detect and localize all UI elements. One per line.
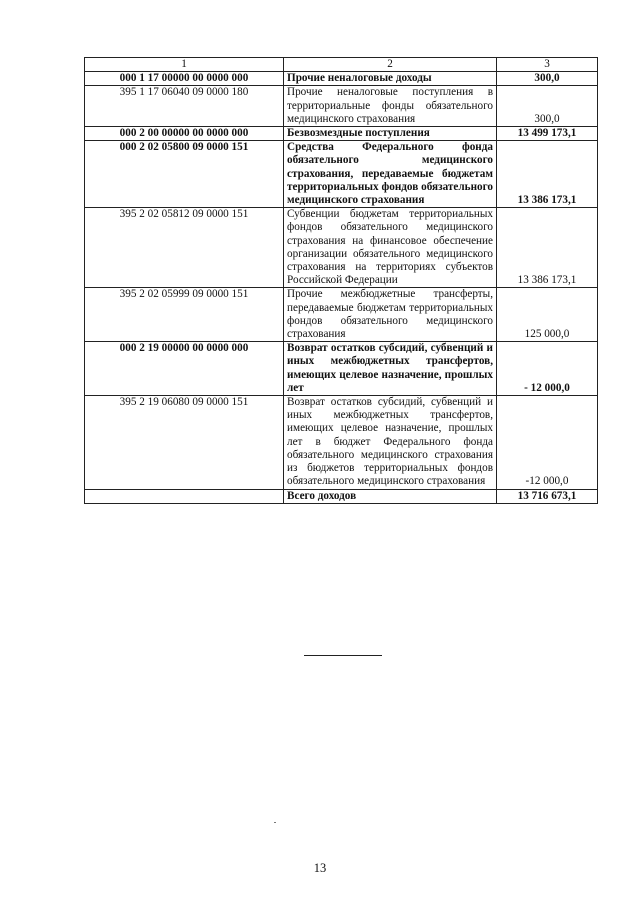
row-name: Всего доходов xyxy=(284,489,497,503)
row-code xyxy=(85,489,284,503)
row-name: Прочие межбюджетные трансферты, передаваемые бюджетам территориальных фондов обязательного медицинского страхования xyxy=(284,288,497,342)
row-amount: 13 386 173,1 xyxy=(497,208,598,288)
row-amount: 300,0 xyxy=(497,72,598,86)
row-name: Безвозмездные поступления xyxy=(284,127,497,141)
table-row xyxy=(85,72,598,86)
row-code: 000 1 17 00000 00 0000 000 xyxy=(85,72,284,86)
row-code: 395 2 02 05999 09 0000 151 xyxy=(85,288,284,342)
row-name: Субвенции бюджетам территориальных фондов обязательного медицинского страхования на финансовое обеспечение организации обязательного медицинского страхования на территориях субъектов Российской Федерации xyxy=(284,208,497,288)
row-amount: -12 000,0 xyxy=(497,396,598,489)
table-header-row xyxy=(85,58,598,72)
row-amount: 13 716 673,1 xyxy=(497,489,598,503)
row-code: 395 1 17 06040 09 0000 180 xyxy=(85,86,284,127)
table-row xyxy=(85,208,598,288)
row-code: 395 2 02 05812 09 0000 151 xyxy=(85,208,284,288)
row-code: 000 2 02 05800 09 0000 151 xyxy=(85,141,284,208)
header-col-1: 1 xyxy=(85,58,284,72)
row-code: 000 2 00 00000 00 0000 000 xyxy=(85,127,284,141)
row-name: Прочие неналоговые доходы xyxy=(284,72,497,86)
table-row xyxy=(85,86,598,127)
separator-line xyxy=(304,655,382,656)
header-col-2: 2 xyxy=(284,58,497,72)
table-row xyxy=(85,342,598,396)
revenue-table xyxy=(84,57,598,504)
header-col-3: 3 xyxy=(497,58,598,72)
scan-speck xyxy=(274,822,276,823)
table-row xyxy=(85,396,598,489)
row-name: Возврат остатков субсидий, субвенций и иных межбюджетных трансфертов, имеющих целевое назначение, прошлых лет xyxy=(284,342,497,396)
row-code: 395 2 19 06080 09 0000 151 xyxy=(85,396,284,489)
page-number: 13 xyxy=(313,861,327,875)
table-row xyxy=(85,141,598,208)
row-name: Средства Федерального фонда обязательного медицинского страхования, передаваемые бюджетам территориальных фондов обязательного медицинского страхования xyxy=(284,141,497,208)
row-amount: 13 499 173,1 xyxy=(497,127,598,141)
table-row xyxy=(85,127,598,141)
row-amount: 300,0 xyxy=(497,86,598,127)
row-amount: 125 000,0 xyxy=(497,288,598,342)
row-amount: 13 386 173,1 xyxy=(497,141,598,208)
row-amount: - 12 000,0 xyxy=(497,342,598,396)
row-code: 000 2 19 00000 00 0000 000 xyxy=(85,342,284,396)
row-name: Прочие неналоговые поступления в территориальные фонды обязательного медицинского страхования xyxy=(284,86,497,127)
table-row xyxy=(85,288,598,342)
total-row xyxy=(85,489,598,503)
row-name: Возврат остатков субсидий, субвенций и иных межбюджетных трансфертов, имеющих целевое назначение, прошлых лет в бюджет Федерального фонда обязательного медицинского страхования из бюджетов территориальных фондов обязательного медицинского страхования xyxy=(284,396,497,489)
